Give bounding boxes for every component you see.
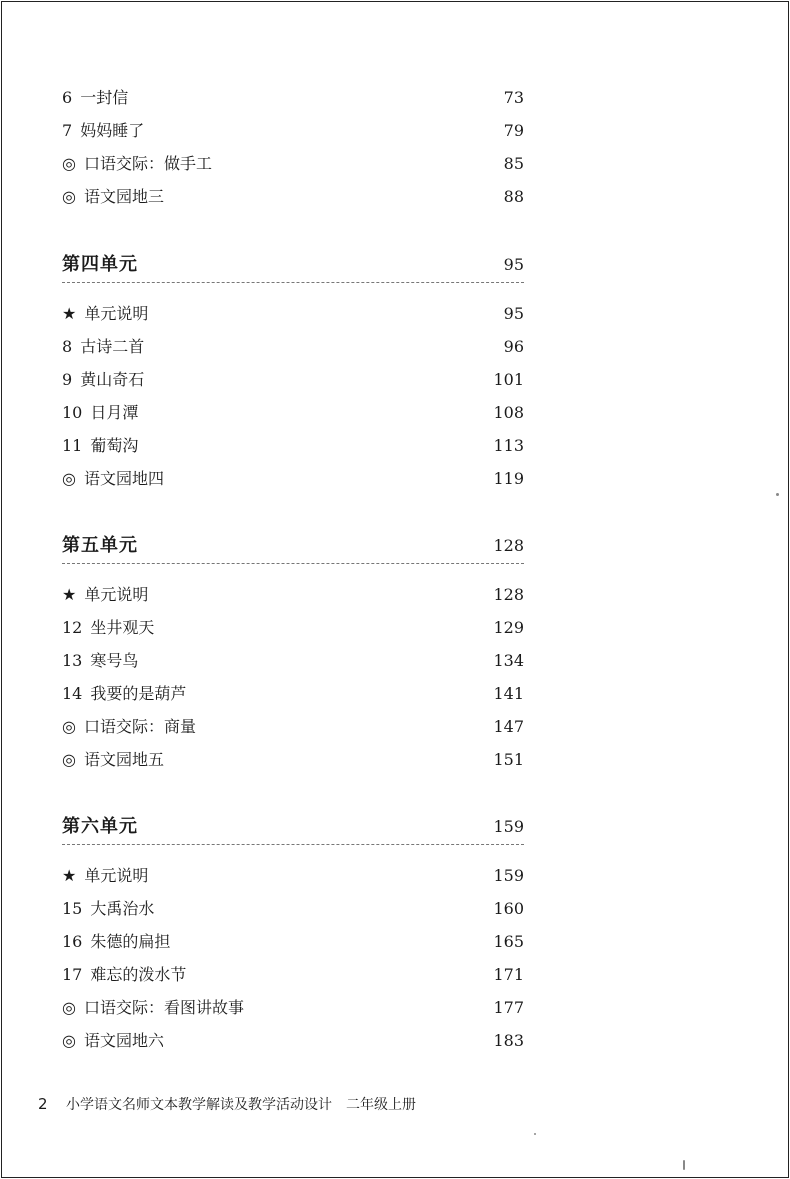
toc-entry-page: 95 [503,304,524,323]
toc-entry-text [62,993,244,1023]
section-title: 第六单元 [62,816,138,837]
toc-entry-title: 寒号鸟 [90,651,139,670]
toc-entry-text [62,927,170,957]
toc-entry-title: 大禹治水 [90,899,155,918]
toc-entry-title: 难忘的泼水节 [90,965,187,984]
toc-entry-number: 13 [62,651,83,670]
toc-entry-title: 口语交际：商量 [83,717,196,736]
toc-entry-marker: ◎ [62,717,76,736]
footer-book-title: 小学语文名师文本教学解读及教学活动设计 二年级上册 [66,1097,416,1113]
toc-entry-page: 101 [493,370,524,389]
toc-entry [0,861,790,891]
toc-entry-text [62,1026,164,1056]
section-dotted-rule [62,844,524,845]
toc-entry-text [62,646,138,676]
toc-entry-page: 128 [493,585,524,604]
toc-entry-title: 日月潭 [90,403,139,422]
toc-entry-title: 语文园地五 [83,750,164,769]
toc-entry-text [62,182,164,212]
toc-entry-text [62,580,148,610]
toc-entry-marker: ◎ [62,750,76,769]
toc-entry-marker: ◎ [62,187,76,206]
toc-entry [0,646,790,676]
section-dotted-rule [62,563,524,564]
section-page: 128 [493,536,524,555]
toc-entry-number: 15 [62,899,83,918]
toc-entry-text [62,116,144,146]
toc-entry-title: 语文园地六 [83,1031,164,1050]
toc-entry-title: 单元说明 [84,304,149,323]
toc-entry-page: 73 [503,88,524,107]
toc-entry-text [62,712,196,742]
toc-entry-text [62,613,154,643]
toc-entry-page: 159 [493,866,524,885]
toc-entry-page: 165 [493,932,524,951]
toc-entry-marker: ◎ [62,1031,76,1050]
toc-entry [0,431,790,461]
toc-entry-page: 134 [493,651,524,670]
section-title: 第四单元 [62,254,138,275]
toc-entry-title: 我要的是葫芦 [90,684,187,703]
toc-entry-title: 朱德的扁担 [90,932,171,951]
toc-entry [0,83,790,113]
toc-entry [0,1026,790,1056]
toc-entry [0,927,790,957]
scan-speck [776,493,779,496]
toc-entry-title: 坐井观天 [90,618,155,637]
toc-entry-page: 88 [503,187,524,206]
toc-entry-page: 141 [493,684,524,703]
toc-entry [0,464,790,494]
toc-entry-title: 语文园地四 [83,469,164,488]
toc-entry-text [62,332,144,362]
section-title: 第五单元 [62,535,138,556]
scan-speck [534,1133,536,1135]
toc-entry-text [62,960,186,990]
toc-entry-title: 古诗二首 [80,337,145,356]
toc-entry-number: 6 [62,88,73,107]
toc-entry-text [62,299,148,329]
toc-entry-page: 108 [493,403,524,422]
toc-entry [0,332,790,362]
toc-entry-title: 黄山奇石 [80,370,145,389]
toc-entry-text [62,365,144,395]
toc-entry [0,613,790,643]
toc-entry-marker: ★ [62,304,77,323]
toc-entry-page: 177 [493,998,524,1017]
toc-entry-page: 113 [493,436,524,455]
toc-entry-title: 单元说明 [84,585,149,604]
toc-entry-page: 119 [493,469,524,488]
toc-entry [0,116,790,146]
toc-entry-marker: ★ [62,585,77,604]
toc-entry [0,299,790,329]
toc-entry-number: 14 [62,684,83,703]
scan-speck [683,1160,685,1170]
toc-entry [0,679,790,709]
toc-entry-text [62,398,138,428]
toc-entry-page: 79 [503,121,524,140]
toc-entry [0,149,790,179]
toc-entry-number: 11 [62,436,83,455]
toc-entry-text [62,83,128,113]
toc-entry-page: 96 [503,337,524,356]
toc-entry-text [62,679,186,709]
toc-entry-page: 183 [493,1031,524,1050]
toc-entry [0,182,790,212]
toc-entry-number: 17 [62,965,83,984]
toc-entry [0,365,790,395]
toc-entry [0,894,790,924]
toc-entry [0,745,790,775]
toc-entry-page: 129 [493,618,524,637]
toc-entry-page: 160 [493,899,524,918]
toc-entry-text [62,464,164,494]
toc-entry-title: 单元说明 [84,866,149,885]
toc-entry-title: 一封信 [80,88,129,107]
section-heading [0,530,790,560]
toc-entry-number: 7 [62,121,73,140]
toc-entry-page: 147 [493,717,524,736]
toc-entry-number: 16 [62,932,83,951]
toc-entry-title: 妈妈睡了 [80,121,145,140]
toc-entry-marker: ◎ [62,998,76,1017]
toc-entry-text [62,149,212,179]
section-heading [0,811,790,841]
toc-entry-text [62,745,164,775]
toc-entry [0,712,790,742]
toc-entry-number: 9 [62,370,73,389]
toc-entry-number: 10 [62,403,83,422]
footer-page-number: 2 [38,1095,48,1113]
toc-entry-text [62,894,154,924]
toc-entry-marker: ◎ [62,154,76,173]
toc-entry-page: 171 [493,965,524,984]
section-dotted-rule [62,282,524,283]
toc-entry [0,993,790,1023]
section-page: 95 [503,255,524,274]
page-footer [38,1094,416,1114]
toc-entry [0,398,790,428]
toc-entry-number: 8 [62,337,73,356]
toc-entry-text [62,431,138,461]
toc-entry-title: 口语交际：做手工 [83,154,212,173]
section-page: 159 [493,817,524,836]
toc-entry-marker: ◎ [62,469,76,488]
toc-entry-title: 口语交际：看图讲故事 [83,998,244,1017]
toc-entry-marker: ★ [62,866,77,885]
toc-entry [0,960,790,990]
toc-entry [0,580,790,610]
toc-entry-title: 语文园地三 [83,187,164,206]
toc-entry-page: 151 [493,750,524,769]
toc-entry-title: 葡萄沟 [90,436,139,455]
toc-entry-number: 12 [62,618,83,637]
toc-entry-page: 85 [503,154,524,173]
section-heading [0,249,790,279]
toc-entry-text [62,861,148,891]
